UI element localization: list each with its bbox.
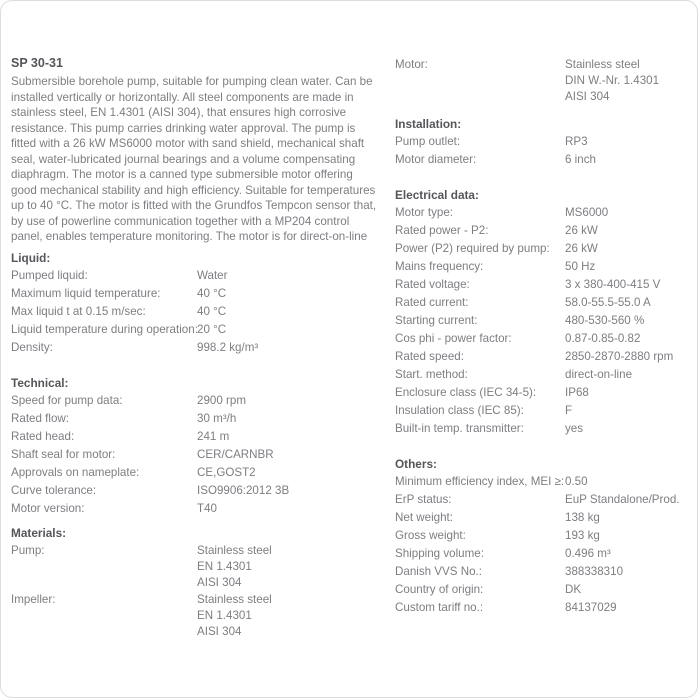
section-installation [395,115,695,169]
spec-row [11,392,387,410]
spec-value: IP68 [565,386,589,399]
section-heading: Liquid: [11,251,51,265]
right-column [395,56,695,617]
spec-row [11,339,387,357]
spec-label: Pump outlet: [395,135,461,148]
spec-value: Water [197,269,228,282]
spec-rows [395,56,695,105]
spec-row [11,428,387,446]
spec-value: 58.0-55.5-55.0 A [565,296,651,309]
spec-row [395,294,695,312]
spec-row [11,267,387,285]
spec-label: Rated current: [395,296,469,309]
section-technical [11,374,387,518]
spec-label: Pumped liquid: [11,269,88,282]
spec-value: 0.496 m³ [565,547,611,560]
spec-label: Cos phi - power factor: [395,332,512,345]
spec-row [395,545,695,563]
spec-row [11,464,387,482]
spec-label: Minimum efficiency index, MEI ≥: [395,475,565,488]
spec-label: Shaft seal for motor: [11,448,116,461]
section-motor [395,56,695,105]
spec-value: 241 m [197,430,230,443]
spec-value: EuP Standalone/Prod. [565,493,680,506]
spec-value: Stainless steel EN 1.4301 AISI 304 [197,544,272,589]
spec-row [395,599,695,617]
spec-label: Curve tolerance: [11,484,97,497]
section-materials [11,524,387,640]
spec-row [395,133,695,151]
product-description: Submersible borehole pump, suitable for pumping clean water. Can be installed vertically or horizontally. All steel components are made in stainless steel, EN 1.4301 (AISI 304), that ensures high corrosive resistance. This pump carries drinking water approval. The pump is fitted with a 26 kW MS6000 motor with sand shield, mechanical shaft seal, water-lubricated journal bearings and a volume compensating diaphragm. The motor is a canned type submersible motor offering good mechanical stability and high efficiency. Suitable for temperatures up to 40 °C. The motor is fitted with the Grundfos Tempcon sensor that, by use of powerline communication together with a MP204 control panel, enables temperature monitoring. The motor is for direct-on-line [11,75,377,243]
spec-row [395,204,695,222]
spec-row [11,321,387,339]
spec-row [395,420,695,438]
spec-value: 193 kg [565,529,600,542]
section-others [395,455,695,617]
spec-row [395,312,695,330]
spec-row [11,285,387,303]
spec-label: ErP status: [395,493,452,506]
page-title: SP 30-31 [11,56,63,70]
spec-label: Built-in temp. transmitter: [395,422,524,435]
spec-row [11,542,387,591]
spec-value: 30 m³/h [197,412,237,425]
spec-row [395,151,695,169]
spec-rows [11,392,387,518]
spec-row [395,402,695,420]
spec-value: 998.2 kg/m³ [197,341,259,354]
spec-row [395,348,695,366]
spec-row [395,509,695,527]
spec-value: RP3 [565,135,588,148]
spec-row [395,366,695,384]
spec-label: Motor diameter: [395,153,477,166]
spec-row [395,276,695,294]
spec-row [11,500,387,518]
spec-rows [395,204,695,438]
spec-value: ISO9906:2012 3B [197,484,290,497]
spec-label: Impeller: [11,593,56,606]
spec-value: 3 x 380-400-415 V [565,278,661,291]
spec-row [395,240,695,258]
spec-label: Custom tariff no.: [395,601,484,614]
spec-row [395,384,695,402]
spec-row [11,482,387,500]
spec-value: 2850-2870-2880 rpm [565,350,674,363]
spec-row [395,473,695,491]
spec-value: 2900 rpm [197,394,246,407]
spec-label: Liquid temperature during operation: [11,323,198,336]
spec-value: 388338310 [565,565,624,578]
section-heading: Technical: [11,376,69,390]
spec-label: Motor: [395,58,428,71]
spec-label: Rated power - P2: [395,224,489,237]
spec-label: Rated voltage: [395,278,470,291]
spec-label: Starting current: [395,314,478,327]
spec-label: Rated speed: [395,350,464,363]
spec-label: Danish VVS No.: [395,565,482,578]
section-heading: Installation: [395,117,462,131]
spec-value: 480-530-560 % [565,314,645,327]
spec-label: Gross weight: [395,529,466,542]
spec-row [11,591,387,640]
spec-label: Rated head: [11,430,75,443]
spec-label: Speed for pump data: [11,394,123,407]
spec-label: Approvals on nameplate: [11,466,140,479]
spec-value: 6 inch [565,153,596,166]
spec-value: F [565,404,573,417]
spec-row [395,527,695,545]
spec-label: Start. method: [395,368,468,381]
spec-value: 0.87-0.85-0.82 [565,332,641,345]
spec-value: 26 kW [565,224,598,237]
spec-label: Insulation class (IEC 85): [395,404,524,417]
spec-rows [395,133,695,169]
spec-rows [11,267,387,357]
spec-label: Pump: [11,544,45,557]
section-heading: Electrical data: [395,188,479,202]
spec-label: Motor version: [11,502,85,515]
spec-row [395,581,695,599]
spec-label: Country of origin: [395,583,484,596]
spec-label: Density: [11,341,53,354]
spec-row [11,446,387,464]
spec-value: 50 Hz [565,260,596,273]
spec-value: 20 °C [197,323,227,336]
spec-value: 138 kg [565,511,600,524]
spec-value: DK [565,583,582,596]
spec-label: Mains frequency: [395,260,484,273]
section-heading: Others: [395,457,437,471]
spec-row [11,303,387,321]
spec-value: T40 [197,502,217,515]
spec-value: 26 kW [565,242,598,255]
spec-value: direct-on-line [565,368,633,381]
spec-label: Net weight: [395,511,453,524]
spec-row [11,410,387,428]
spec-rows [395,473,695,617]
spec-row [395,222,695,240]
spec-rows [11,542,387,640]
left-column [11,56,387,640]
spec-row [395,491,695,509]
spec-value: 40 °C [197,305,227,318]
spec-row [395,563,695,581]
spec-value: MS6000 [565,206,609,219]
spec-value: 40 °C [197,287,227,300]
section-liquid [11,249,387,357]
spec-row [395,56,695,105]
spec-value: 0.50 [565,475,588,488]
spec-row [395,258,695,276]
spec-label: Shipping volume: [395,547,484,560]
spec-value: 84137029 [565,601,617,614]
spec-value: yes [565,422,584,435]
spec-label: Enclosure class (IEC 34-5): [395,386,537,399]
section-heading: Materials: [11,526,67,540]
spec-value: CER/CARNBR [197,448,274,461]
spec-label: Max liquid t at 0.15 m/sec: [11,305,146,318]
spec-label: Motor type: [395,206,453,219]
spec-label: Power (P2) required by pump: [395,242,550,255]
spec-value: CE,GOST2 [197,466,256,479]
spec-value: Stainless steel EN 1.4301 AISI 304 [197,593,272,638]
section-electrical-data [395,186,695,438]
spec-label: Maximum liquid temperature: [11,287,161,300]
spec-row [395,330,695,348]
spec-label: Rated flow: [11,412,69,425]
spec-value: Stainless steel DIN W.-Nr. 1.4301 AISI 304 [565,58,660,103]
